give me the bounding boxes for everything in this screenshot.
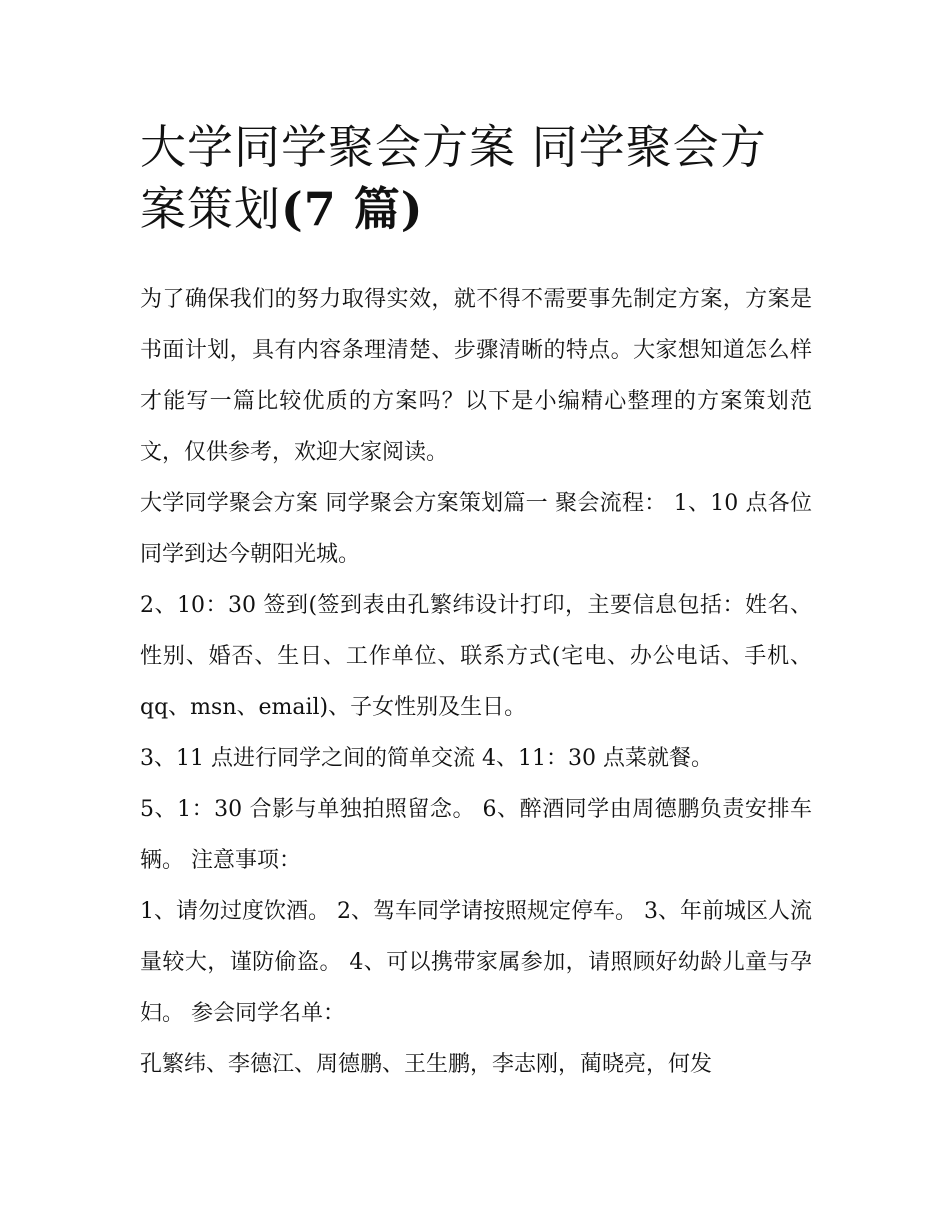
- paragraph-flow-1: 大学同学聚会方案 同学聚会方案策划篇一 聚会流程： 1、10 点各位同学到达今朝阳光城。: [140, 491, 812, 567]
- paragraph-intro: 为了确保我们的努力取得实效，就不得不需要事先制定方案，方案是书面计划，具有内容条理清楚、步骤清晰的特点。大家想知道怎么样才能写一篇比较优质的方案吗？以下是小编精心整理的方案策划范文，仅供参考，欢迎大家阅读。: [140, 287, 812, 465]
- document-title: [140, 116, 812, 240]
- paragraph-flow-4: 5、1：30 合影与单独拍照留念。 6、醉酒同学由周德鹏负责安排车辆。 注意事项：: [140, 797, 812, 873]
- paragraph-attendees: 孔繁纬、李德江、周德鹏、王生鹏，李志刚，蔺晓亮，何发: [140, 1052, 713, 1077]
- document-title-main: 大学同学聚会方案 同学聚会方案策划: [140, 120, 767, 236]
- paragraph-flow-3: 3、11 点进行同学之间的简单交流 4、11：30 点菜就餐。: [140, 746, 713, 771]
- document-content: [140, 116, 812, 1090]
- paragraph-flow-2: 2、10：30 签到(签到表由孔繁纬设计打印，主要信息包括：姓名、性别、婚否、生日、工作单位、联系方式(宅电、办公电话、手机、qq、msn、email)、子女性别及生日。: [140, 593, 812, 720]
- document-title-tail: (7 篇): [281, 182, 424, 236]
- paragraph-notes: 1、请勿过度饮酒。 2、驾车同学请按照规定停车。 3、年前城区人流量较大，谨防偷盗。 4、可以携带家属参加，请照顾好幼龄儿童与孕妇。 参会同学名单：: [140, 899, 812, 1026]
